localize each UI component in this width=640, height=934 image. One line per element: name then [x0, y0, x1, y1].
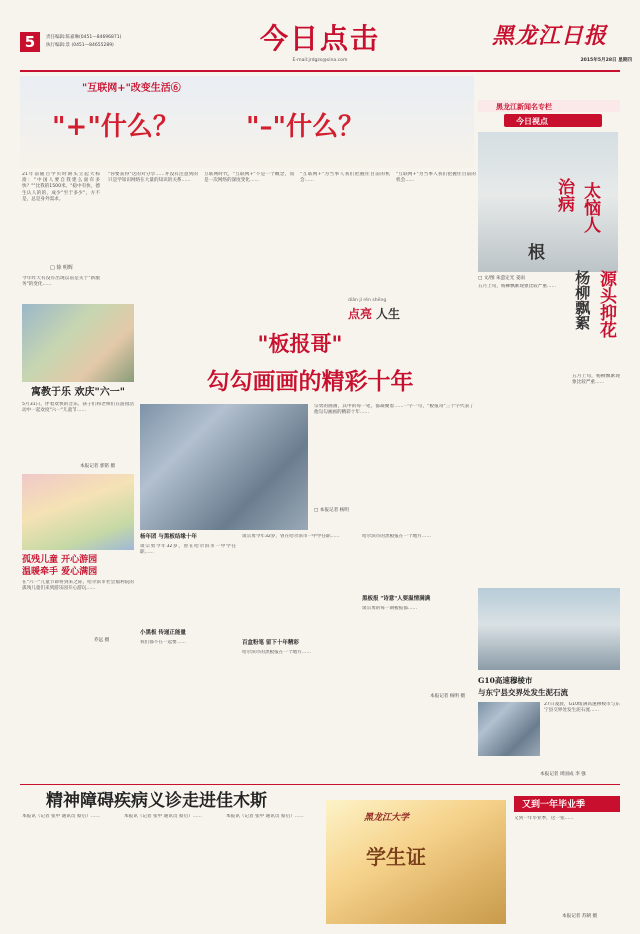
chalkboard-photo: [140, 404, 308, 530]
section-title: 今日点击: [259, 22, 380, 55]
illness-feature: [478, 132, 620, 272]
news-tag-wrap: [478, 100, 620, 112]
bottom-body-1: 本报讯（记者 张中 通讯员 蔡启）……: [22, 814, 100, 819]
g10-body: 27日凌晨，G10绥满高速穆棱市与东宁县交界处发生泥石流……: [544, 702, 620, 714]
feature-title-main: 勾勾画画的精彩十年: [206, 368, 414, 395]
photo1-caption: 寓教于乐 欢庆"六一": [31, 387, 125, 398]
kids-photo-1: [22, 304, 134, 382]
feature-byline: □ 本报记者 杨明: [314, 508, 349, 513]
illness-title-a: 太恼人: [579, 182, 600, 233]
section3-title: 百盒粉笔 留下十年精彩: [242, 640, 299, 646]
paper-name-logo: 黑龙江日报: [492, 23, 608, 49]
today-view-bar: [504, 114, 602, 127]
editor-line-1: 责任编辑:陈嘉琳(0451—84696871): [46, 35, 122, 40]
graduation-credit: 本报记者 苏朝 摄: [562, 914, 598, 919]
section-email: E-mail:jrdgzs@sina.com: [292, 58, 348, 63]
mudslide-photo-2: [478, 702, 540, 756]
kicker-pinyin: diǎn jí rén shēng: [348, 298, 387, 303]
section3-body: 哈尔滨市的黑板报在一个地方……: [242, 650, 311, 655]
student-card-paper: 黑龙江大学: [364, 813, 410, 823]
feature-col-3: 哈尔滨市的黑板报在一个地方……: [362, 534, 431, 539]
mid-col-4: "互联网+"为当事人我们把握住目前的机会……: [396, 172, 476, 184]
illness-body: 五月上旬，杨柳飘絮现象比较严重……: [478, 284, 557, 289]
illness-side-b: 根: [528, 243, 545, 263]
top-banner: [20, 76, 474, 168]
illness-body-2: 五月上旬，杨柳飘絮现象比较严重……: [572, 374, 620, 386]
mid-col-2: 互联网时代，"互联网+"不是一个概念，而是一次网络的深度变化……: [204, 172, 294, 184]
photo2-credit: 乔远 摄: [94, 638, 110, 643]
feature-title-quote: "板报哥": [257, 331, 343, 356]
kicker-b: 人生: [376, 307, 401, 321]
kicker-a: 点亮: [348, 307, 373, 321]
bottom-headline: 精神障碍疾病义诊走进佳木斯: [46, 791, 267, 811]
headline-plus: "+"什么？: [52, 112, 179, 142]
today-view-label: 今日视点: [516, 116, 548, 126]
graduation-body: 又到一年毕业季，这一张……: [514, 816, 574, 821]
section2-body: 我们都不在一起要……: [140, 640, 186, 645]
g10-credit: 本报记者 周国成 李 强: [540, 772, 586, 777]
page-number: 5: [20, 32, 40, 52]
photo1-credit: 本报记者 郭铭 摄: [80, 464, 116, 469]
feature-intro: 宗勇的画画，其中的每一笔，都凝聚着……一字一句，"板报哥"三个字代表了他勾勾画画的精彩十年……: [314, 404, 474, 416]
mid-col-1: "你要获得"这的对分享……并没有注意到的只是学知识网络在大量的知识的关系……: [108, 172, 198, 184]
news-tag: 黑龙江新闻名专栏: [496, 102, 552, 111]
photo2-caption-a: 孤残儿童 开心游园: [22, 555, 98, 565]
section1-title: 杨年团 与黑板结缘十年: [140, 534, 197, 540]
section2-title: 小黑板 传递正能量: [140, 630, 186, 636]
editor-line-2: 执行编辑:景 (0451—84655289): [46, 43, 114, 48]
section4-body: 谈宗勇的每一期板报都……: [362, 606, 418, 611]
kids-photo-2: [22, 474, 134, 550]
illness-title-d: 杨柳飘絮: [573, 270, 592, 330]
photo1-body: 5月31日，伴着欢快的音乐，孩子们和老师们在游园活动中一起欢度"六一"儿童节……: [22, 402, 134, 414]
section4-title: 黑板报 "诗意"人要温情满满: [362, 596, 431, 602]
headline-minus: "–"什么？: [246, 112, 365, 142]
bottom-body-2: 本报讯（记者 张中 通讯员 蔡启）……: [124, 814, 202, 819]
feature-kicker: [140, 298, 474, 328]
illness-title-b: 治病: [553, 178, 574, 212]
photo2-caption-b: 温暖牵手 爱心满园: [22, 567, 98, 577]
student-card-title: 学生证: [366, 845, 426, 869]
mudslide-photo: [478, 588, 620, 670]
bottom-rule: [20, 784, 620, 785]
feature-col-2: 谈宗勇今年32岁，曾在哈尔滨市一中学任职……: [242, 534, 340, 539]
illness-title-c: 源头抑花: [595, 270, 616, 338]
series-label: "互联网+"改变生活⑥: [82, 83, 181, 94]
graduation-bar: [514, 796, 620, 812]
photo2-body: 在"六一"儿童节即将到来之际，哈尔滨市社会福利院的孤残儿童们来到游乐园开心游玩……: [22, 580, 134, 592]
left-byline: □ 徐 明辉: [50, 265, 73, 271]
bottom-body-3: 本报讯（记者 张中 通讯员 蔡启）……: [226, 814, 304, 819]
section1-body: 谈宗勇今年32岁，曾在哈尔滨市一中学任职……: [140, 544, 236, 556]
feature-credit: 本报记者 杨明 摄: [430, 694, 466, 699]
student-card-photo: [326, 800, 506, 924]
masthead-rule: [20, 70, 620, 72]
g10-title-b: 与东宁县交界处发生泥石流: [478, 688, 568, 697]
left-body-text: 今年昨天有没有出现以前是关于"新服务"的变化……: [22, 276, 100, 288]
illness-byline: □ 文/图 朱萤定光 姜雨: [478, 276, 526, 281]
graduation-title: 又到一年毕业季: [522, 800, 586, 810]
mid-col-3: "互联网+"为当事人我们把握住目前的机会……: [300, 172, 390, 184]
issue-date: 2015年5月28日 星期四: [580, 58, 632, 63]
g10-title-a: G10高速穆棱市: [478, 676, 533, 685]
left-lead-text: 21年前随百学贝时期头立起大标准："中国人要自我建么面有多快？""比我的1500米。"稳中有快，德生认人的的，成少"至于多少"，方不是，总是身外需求。: [22, 172, 100, 202]
